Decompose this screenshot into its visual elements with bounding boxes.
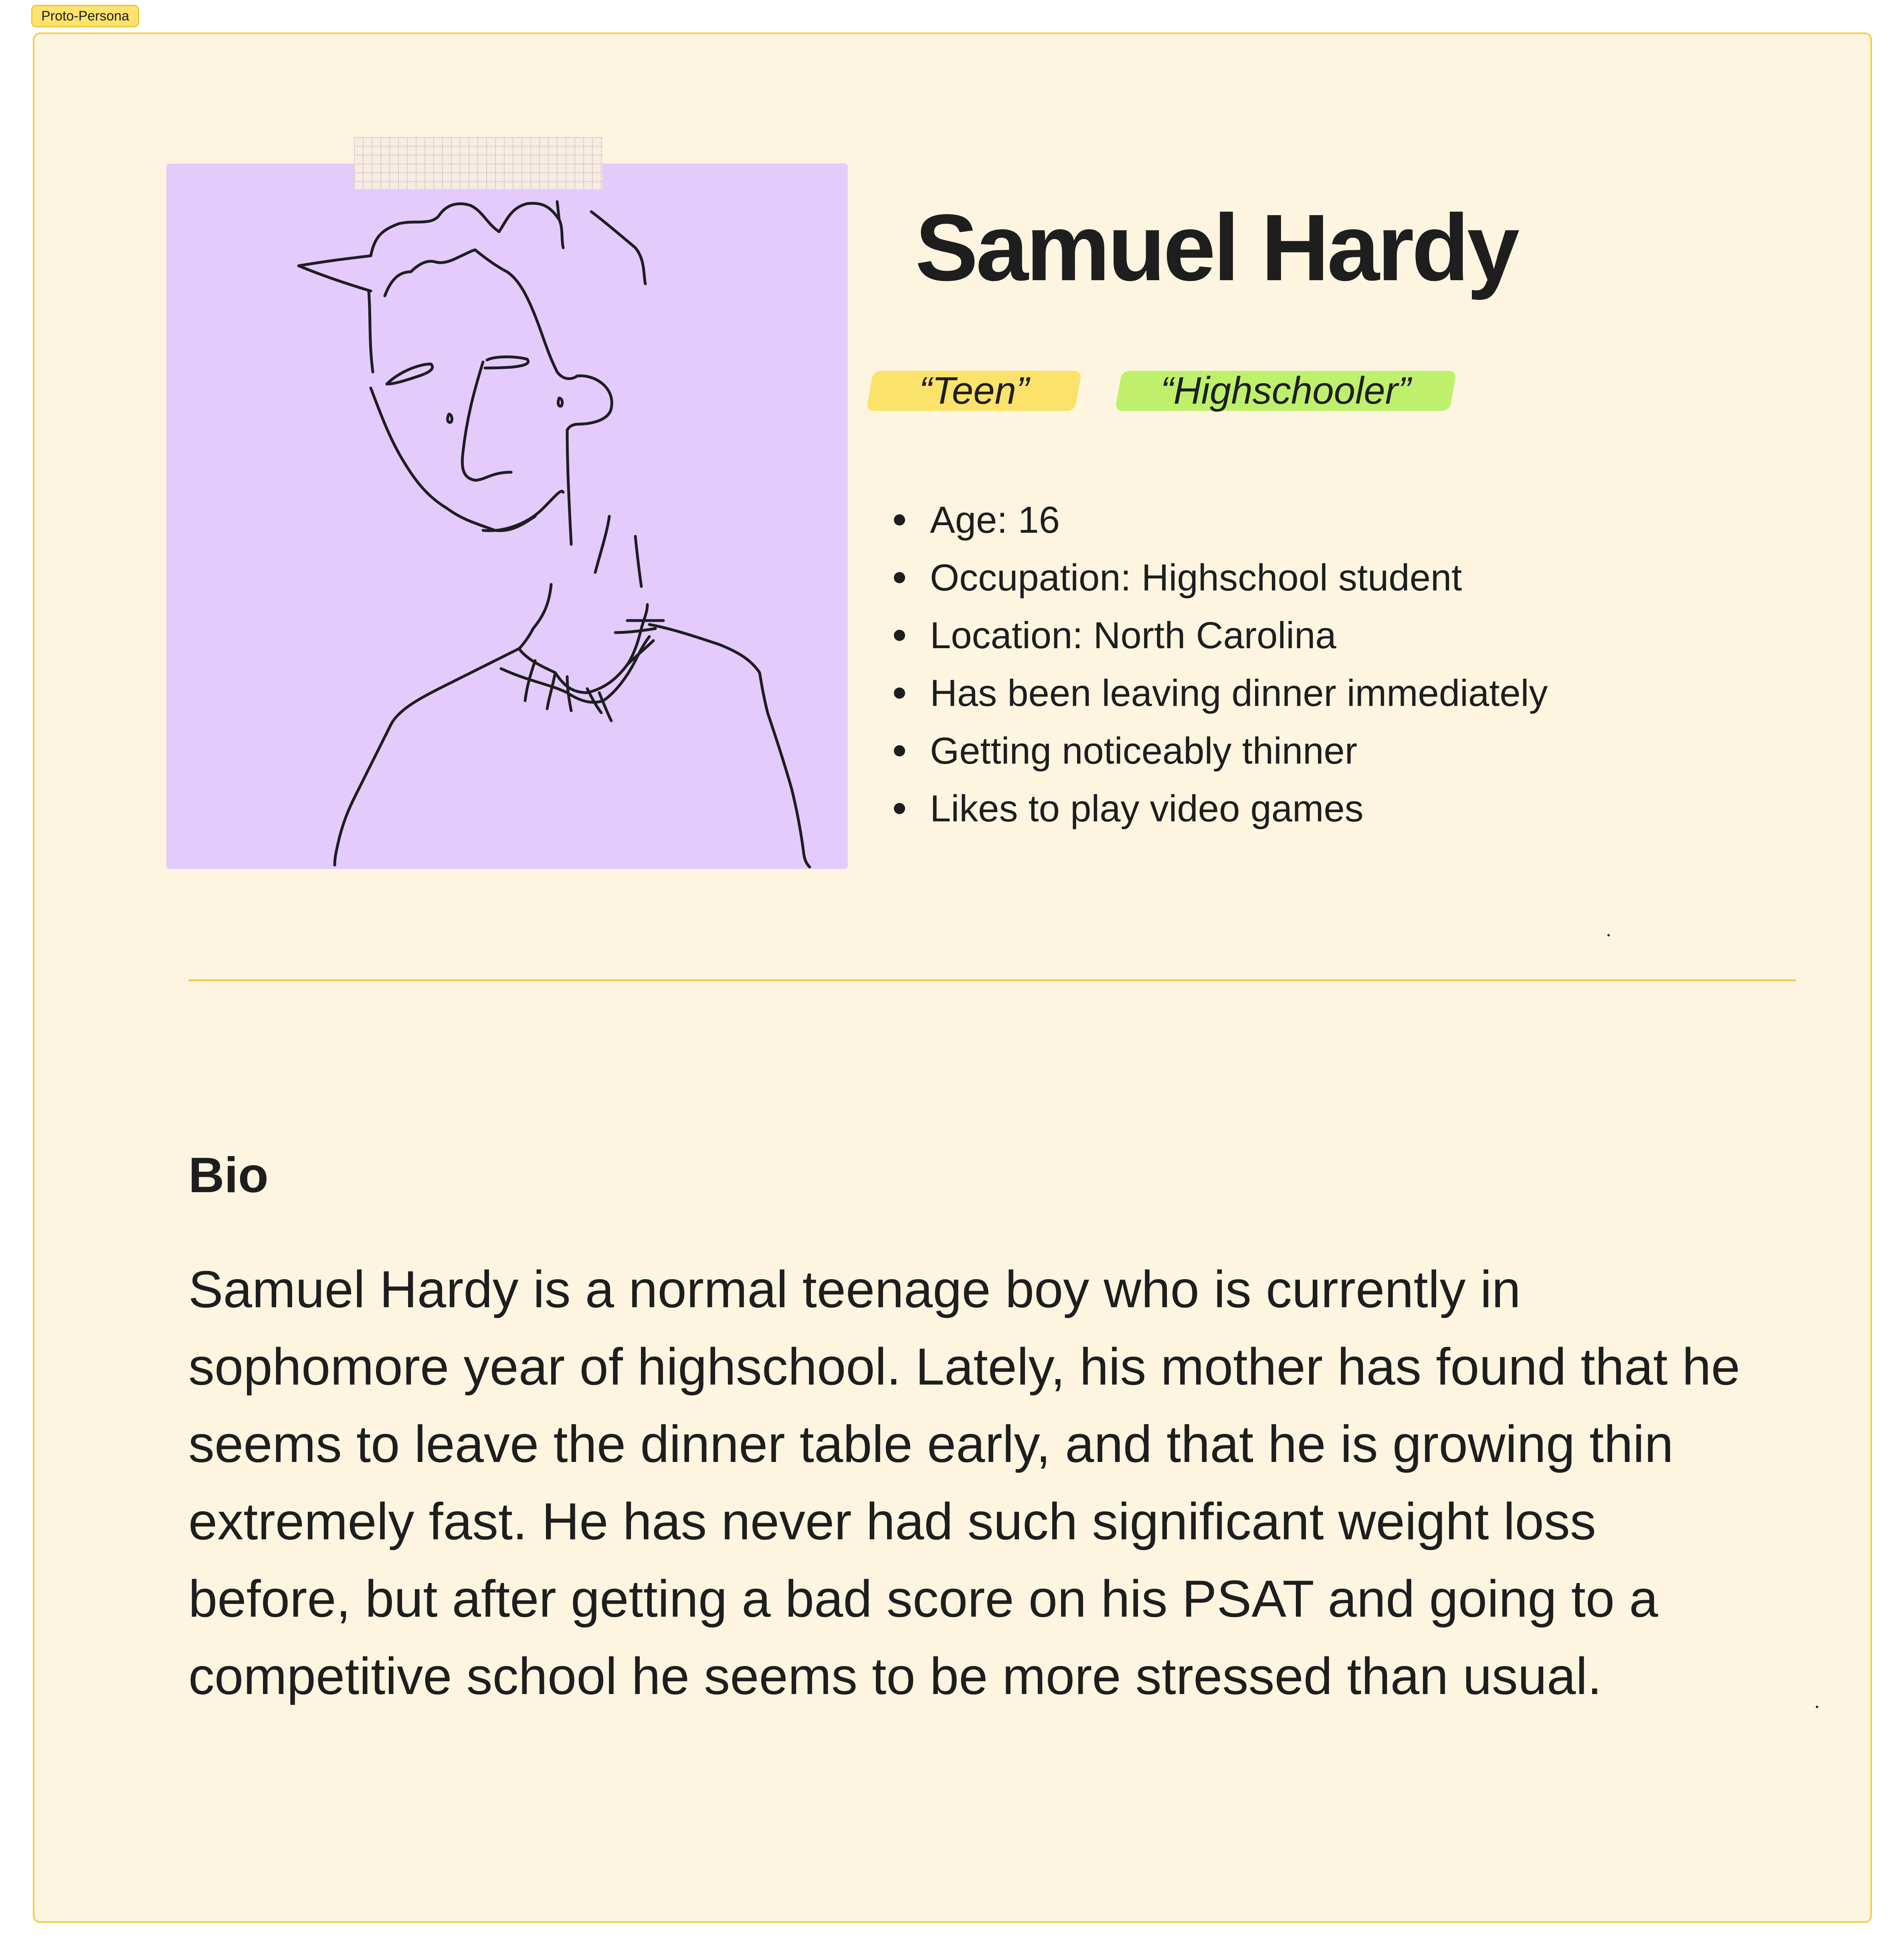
persona-sketch-illustration (166, 164, 848, 869)
section-divider (188, 979, 1796, 981)
bio-heading: Bio (188, 1148, 269, 1203)
persona-name: Samuel Hardy (915, 195, 1517, 301)
bio-text: Samuel Hardy is a normal teenage boy who is currently in sophomore year of highschool. Lately, his mother has found that he seems to leave the dinner table early, and that he is growing thin extremely fast. He has never had such significant weight loss before, but after getting a bad score on his PSAT and going to a competitive school he seems to be more stressed than usual. (188, 1260, 1740, 1705)
fact-item-dinner: Has been leaving dinner immediately (930, 664, 1548, 722)
tag-highschooler-label: “Highschooler” (1160, 369, 1411, 412)
tag-teen-label: “Teen” (919, 369, 1029, 412)
frame-label[interactable]: Proto-Persona (31, 5, 139, 27)
fact-item-occupation: Occupation: Highschool student (930, 549, 1548, 607)
tag-teen (870, 371, 1078, 411)
tape-strip (354, 137, 602, 189)
persona-facts-list (930, 491, 1548, 837)
stray-dot (1607, 934, 1610, 936)
fact-item-age: Age: 16 (930, 491, 1548, 549)
fact-item-hobby: Likes to play video games (930, 780, 1548, 837)
fact-item-location: Location: North Carolina (930, 607, 1548, 664)
tag-highschooler (1118, 371, 1453, 411)
fact-item-weight: Getting noticeably thinner (930, 722, 1548, 780)
stray-dot (1816, 1706, 1818, 1708)
